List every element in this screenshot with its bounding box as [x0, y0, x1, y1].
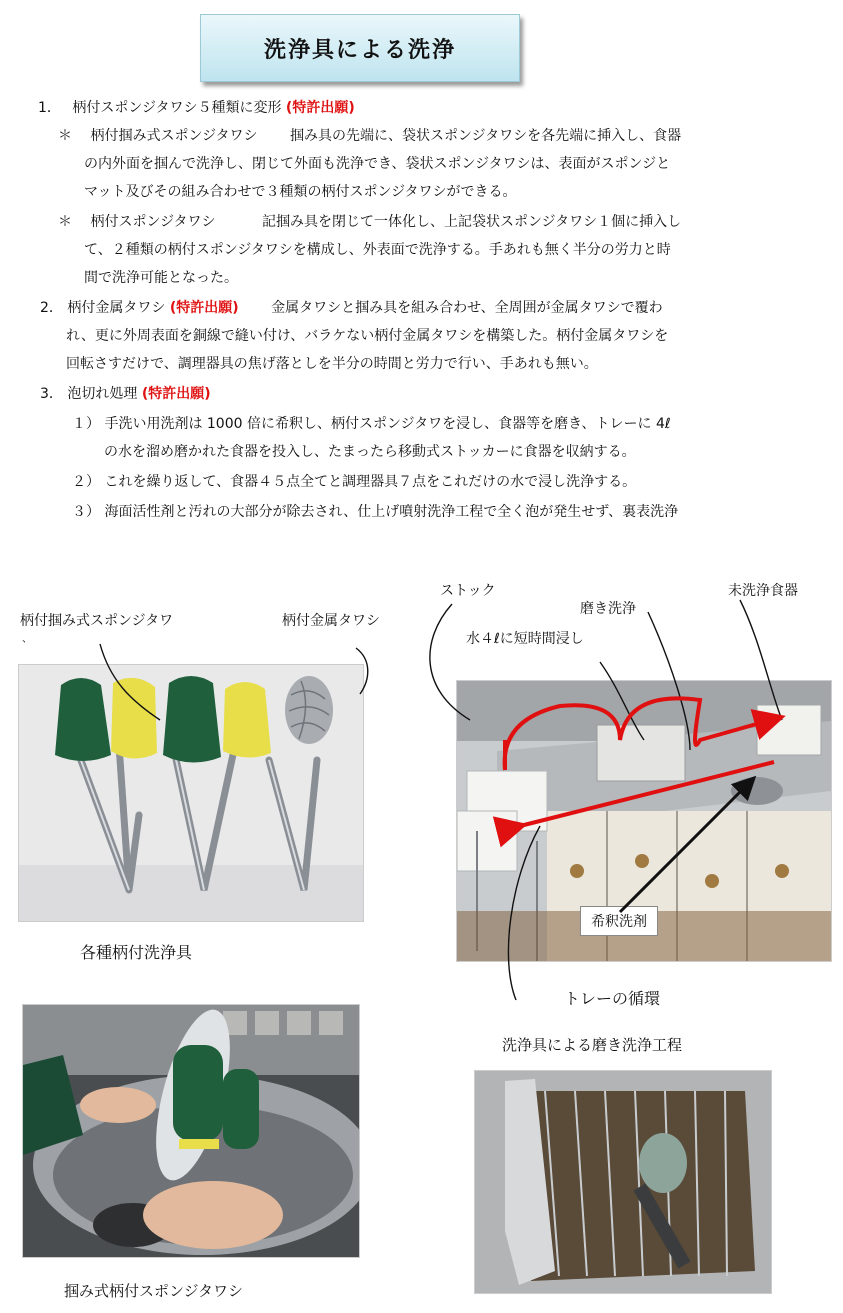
bullet-1-text-3: マット及びその組み合わせで３種類の柄付スポンジタワシができる。	[84, 184, 517, 200]
step-2-number: ２）	[72, 474, 100, 490]
caption-cleaning-tools: 各種柄付洗浄具	[80, 943, 193, 962]
item-2-number: 2．	[40, 300, 63, 316]
item-2-text-3: 回転さすだけで、調理器具の焦げ落としを半分の時間と労力で行い、手あれも無い。	[66, 356, 598, 372]
bullet-2-mark: ＊	[58, 214, 72, 230]
step-2-text-1: これを繰り返して、食器４５点全てと調理器具７点をこれだけの水で浸し洗浄する。	[104, 474, 637, 490]
bullet-2-text-3: 間で洗浄可能となった。	[84, 270, 238, 286]
step-1-line-1	[72, 410, 671, 438]
item-3-patent-tag: (特許出願)	[141, 386, 211, 402]
step-1-text-1: 手洗い用洗剤は 1000 倍に希釈し、柄付スポンジタワを浸し、食器等を磨き、トレーに 4ℓ	[104, 416, 671, 432]
bullet-1-line-1	[58, 122, 681, 150]
label-diluted-detergent: 希釈洗剤	[580, 906, 658, 936]
label-stock: ストック	[440, 583, 496, 599]
item-1-title: 柄付スポンジタワシ５種類に変形	[72, 100, 282, 116]
bullet-2-text-2: て、２種類の柄付スポンジタワシを構成し、外表面で洗浄する。手あれも無く半分の労力と時	[84, 242, 671, 258]
item-1-heading	[38, 94, 355, 122]
item-1-patent-tag: (特許出願)	[285, 100, 355, 116]
photo-cleaning-tools	[18, 664, 364, 922]
bullet-1-mark: ＊	[58, 128, 72, 144]
item-1-number: 1．	[38, 100, 54, 116]
step-1-text-2: の水を溜め磨かれた食器を投入し、たまったら移動式ストッカーに食器を収納する。	[104, 444, 636, 460]
item-2-title: 柄付金属タワシ	[67, 300, 166, 316]
bullet-2-line-1	[58, 208, 681, 236]
step-3-number: ３）	[72, 504, 100, 520]
step-3-line-1	[72, 498, 678, 526]
label-metal-scrubber: 柄付金属タワシ	[282, 613, 380, 629]
bullet-2-text-1: 記掴み具を閉じて一体化し、上記袋状スポンジタワシ１個に挿入し	[262, 214, 682, 230]
bullet-1-text-2: の内外面を掴んで洗浄し、閉じて外面も洗浄でき、袋状スポンジタワシは、表面がスポンジと	[84, 156, 671, 172]
label-polish-wash: 磨き洗浄	[580, 601, 636, 617]
item-2-text-2: れ、更に外周表面を銅線で縫い付け、バラケない柄付金属タワシを構築した。柄付金属タワシを	[66, 328, 669, 344]
step-1-number: １）	[72, 416, 100, 432]
photo-grill-tray	[474, 1070, 772, 1294]
label-grip-sponge-cut: 、	[22, 634, 32, 645]
item-3-heading	[40, 380, 211, 408]
step-3-text-1: 海面活性剤と汚れの大部分が除去され、仕上げ噴射洗浄工程で全く泡が発生せず、裏表洗浄	[104, 504, 679, 520]
label-unwashed-dishes: 未洗浄食器	[728, 583, 798, 599]
bullet-1-text-1: 掴み具の先端に、袋状スポンジタワシを各先端に挿入し、食器	[290, 128, 682, 144]
item-2-heading	[40, 294, 663, 322]
item-3-number: 3．	[40, 386, 63, 402]
bullet-2-head: 柄付スポンジタワシ	[90, 214, 216, 230]
bullet-1-head: 柄付掴み式スポンジタワシ	[90, 128, 258, 144]
caption-polish-process: 洗浄具による磨き洗浄工程	[502, 1036, 683, 1054]
page-title: 洗浄具による洗浄	[263, 37, 456, 63]
label-tray-cycle: トレーの循環	[564, 989, 661, 1008]
item-3-title: 泡切れ処理	[67, 386, 138, 402]
step-2-line-1	[72, 468, 636, 496]
photo-grip-sponge-use	[22, 1004, 360, 1258]
item-2-text-1: 金属タワシと掴み具を組み合わせ、全周囲が金属タワシで覆わ	[271, 300, 663, 316]
page-title-box	[200, 14, 520, 82]
item-2-patent-tag: (特許出願)	[169, 300, 239, 316]
label-grip-sponge: 柄付掴み式スポンジタワ	[20, 613, 174, 629]
caption-grip-sponge: 掴み式柄付スポンジタワシ	[64, 1282, 244, 1300]
label-short-soak: 水４ℓに短時間浸し	[466, 631, 584, 647]
